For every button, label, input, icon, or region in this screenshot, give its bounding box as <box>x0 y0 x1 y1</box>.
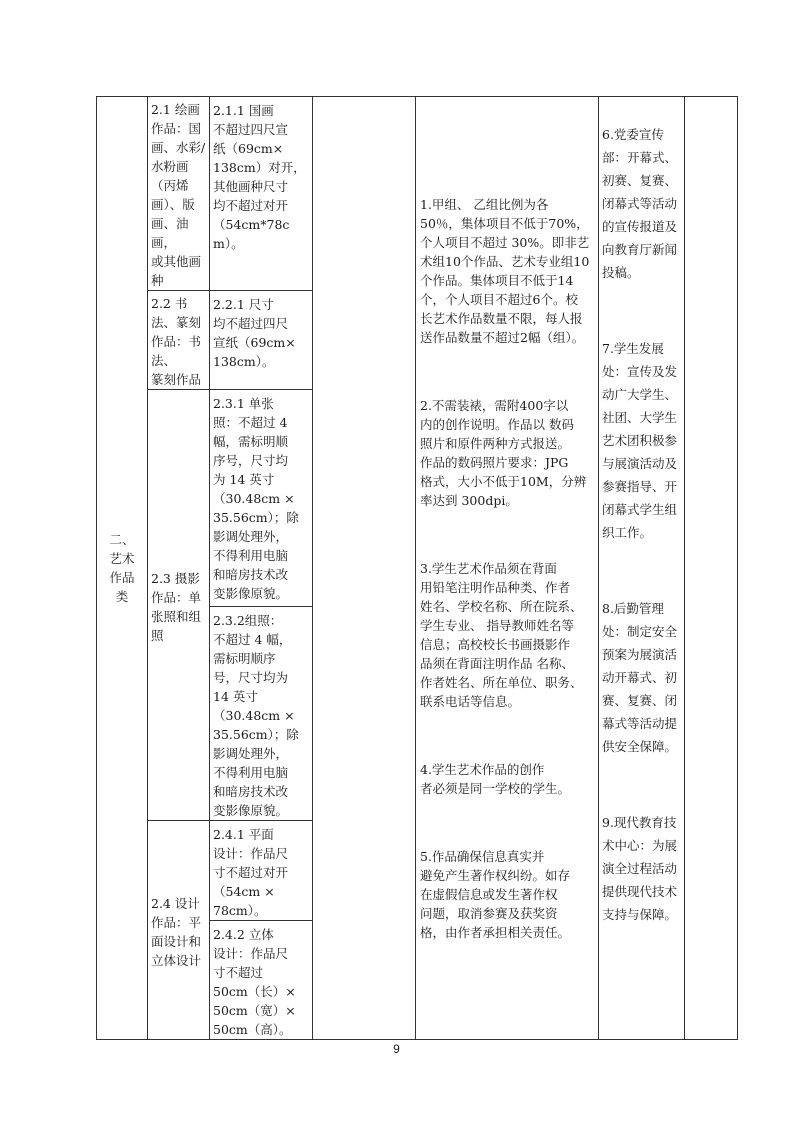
subcategory-design: 2.4 设计 作品：平 面设计和 立体设计 <box>148 821 210 1040</box>
subcategory-painting: 2.1 绘画 作品：国 画、水彩/ 水粉画 （丙烯 画）、版 画、油画， 或其他画 种 <box>148 97 210 291</box>
standard-design-flat: 2.4.1 平面 设计：作品尺 寸不超过对开 （54cm × 78cm）。 <box>210 821 313 921</box>
subcategory-photography: 2.3 摄影 作品：单 张照和组 照 <box>148 390 210 821</box>
standard-painting: 2.1.1 国画 不超过四尺宣 纸（69cm× 138cm）对开， 其他画种尺寸 均不超过对开 （54cm*78cm）。 <box>210 97 313 291</box>
requirements-cell <box>416 97 599 1040</box>
standard-calligraphy: 2.2.1 尺寸 均不超过四尺 宣纸（69cm× 138cm）。 <box>210 291 313 390</box>
subcategory-calligraphy: 2.2 书 法、篆刻 作品：书 法、 篆刻作品 <box>148 291 210 390</box>
responsibilities-cell <box>599 97 685 1040</box>
requirement-5: 5.作品确保信息真实并 避免产生著作权纠纷。如存 在虚假信息或发生著作权 问题，取消参赛及获奖资 格，由作者承担相关责任。 <box>420 848 571 940</box>
standard-photo-group: 2.3.2组照： 不超过 4 幅， 需标明顺序 号，尺寸均为 14 英寸 （30.48cm × 35.56cm）；除 影调处理外， 不得利用电脑 和暗房技术改 变影像原貌。 <box>210 607 313 821</box>
responsibility-7: 7.学生发展 处：宣传及发 动广大学生、 社团、大学生 艺术团积极参 与展演活动及 参赛指导、开 闭幕式学生组 织工作。 <box>602 341 678 540</box>
category-label: 二、 艺术 作品 类 <box>109 532 135 604</box>
empty-last-column <box>685 97 738 1040</box>
empty-column <box>313 97 416 1040</box>
standard-design-3d: 2.4.2 立体 设计：作品尺 寸不超过 50cm（长）× 50cm（宽）× 50cm（高）。 <box>210 921 313 1040</box>
standard-photo-single: 2.3.1 单张 照：不超过 4 幅，需标明顺 序号，尺寸均 为 14 英寸 （30.48cm × 35.56cm）；除 影调处理外， 不得利用电脑 和暗房技术改 变影像原貌。 <box>210 390 313 607</box>
requirement-2: 2.不需装裱，需附400字以 内的创作说明。作品以 数码 照片和原件两种方式报送。 作品的数码照片要求：JPG 格式，大小不低于10M，分辨 率达到 300dpi。 <box>420 397 587 508</box>
requirement-1: 1.甲组、 乙组比例为各 50％，集体项目不低于70%， 个人项目不超过 30%。即非艺 术组10个作品、艺术专业组10 个作品。集体项目不低于14 个，个人项目不超过6个。校 长艺术作品数量不限，每人报 送作品数量不超过2幅（组）。 <box>420 196 590 345</box>
requirement-3: 3.学生艺术作品须在背面 用铅笔注明作品种类、作者 姓名、学校名称、所在院系、 学生专业、 指导教师姓名等 信息；高校校长书画摄影作 品须在背面注明作品 名称、 作者姓名、所在单位、职务、 联系电话等信息。 <box>420 560 583 709</box>
page-number: 9 <box>393 1042 400 1056</box>
category-cell <box>97 97 148 1040</box>
responsibility-8: 8.后勤管理 处：制定安全 预案为展演活 动开幕式、初 赛、复赛、闭 幕式等活动提 供安全保障。 <box>602 601 678 754</box>
responsibility-9: 9.现代教育技 术中心：为展 演全过程活动 提供现代技术 支持与保障。 <box>602 815 678 922</box>
art-works-table <box>96 96 738 1040</box>
requirement-4: 4.学生艺术作品的创作 者必须是同一学校的学生。 <box>420 761 571 796</box>
responsibility-6: 6.党委宣传 部：开幕式、 初赛、复赛、 闭幕式等活动 的宣传报道及 向教育厅新闻 投稿。 <box>602 127 678 280</box>
